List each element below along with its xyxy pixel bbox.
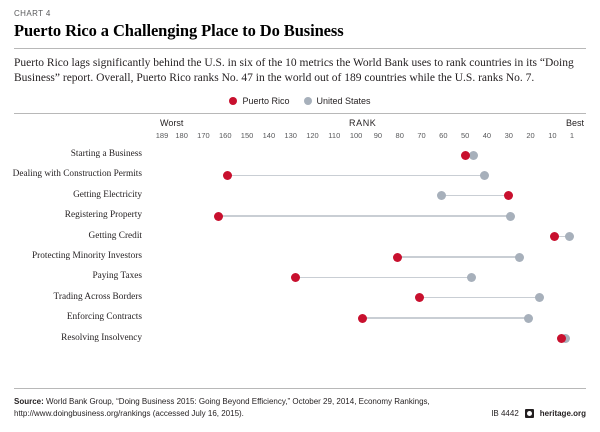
data-point-puerto-rico xyxy=(461,151,470,160)
x-axis-tick: 180 xyxy=(175,131,188,140)
chart-row xyxy=(14,145,586,165)
data-point-united-states xyxy=(467,273,476,282)
row-label: Resolving Insolvency xyxy=(61,332,142,343)
row-connector-line xyxy=(295,277,472,279)
x-axis-tick: 140 xyxy=(262,131,276,140)
row-connector-line xyxy=(419,297,539,299)
data-point-puerto-rico xyxy=(393,253,402,262)
legend-dot-icon-puerto-rico xyxy=(229,97,237,105)
legend-item-united-states xyxy=(304,96,371,106)
data-point-puerto-rico xyxy=(291,273,300,282)
report-id: IB 4442 xyxy=(491,409,519,418)
chart-row xyxy=(14,227,586,247)
row-label: Getting Electricity xyxy=(73,189,142,200)
x-axis-tick: 150 xyxy=(240,131,254,140)
data-point-puerto-rico xyxy=(550,232,559,241)
chart-row xyxy=(14,206,586,226)
data-point-united-states xyxy=(506,212,515,221)
row-connector-line xyxy=(398,256,520,258)
x-axis-tick: 120 xyxy=(306,131,319,140)
chart-row xyxy=(14,308,586,328)
x-axis-tick: 90 xyxy=(373,131,383,140)
x-axis-tick: 130 xyxy=(284,131,297,140)
row-label: Protecting Minority Investors xyxy=(31,251,142,261)
data-point-united-states xyxy=(480,171,489,180)
x-axis-tick: 160 xyxy=(218,131,232,140)
x-axis-tick: 1 xyxy=(569,131,575,140)
chart-row xyxy=(14,329,586,349)
row-label: Dealing with Construction Permits xyxy=(12,169,142,180)
x-axis-tick: 170 xyxy=(197,131,210,140)
axis-annotations xyxy=(14,118,586,130)
axis-label-rank: RANK xyxy=(349,118,377,128)
data-point-united-states xyxy=(565,232,574,241)
chart-row xyxy=(14,267,586,287)
row-connector-line xyxy=(227,175,484,177)
footer-branding xyxy=(491,409,586,418)
data-point-united-states xyxy=(535,293,544,302)
data-point-united-states xyxy=(469,151,478,160)
organization-name: heritage.org xyxy=(539,409,586,418)
x-axis-tick: 10 xyxy=(548,131,557,140)
legend-item-puerto-rico xyxy=(229,96,289,106)
row-connector-line xyxy=(363,317,529,319)
axis-label-worst: Worst xyxy=(160,118,184,128)
data-point-puerto-rico xyxy=(214,212,223,221)
row-label: Registering Property xyxy=(64,210,142,221)
chart-legend xyxy=(14,96,586,106)
x-axis-tick: 189 xyxy=(155,131,169,140)
heritage-logo-icon xyxy=(525,409,534,418)
x-axis-tick: 50 xyxy=(460,131,470,140)
data-point-united-states xyxy=(515,253,524,262)
data-point-puerto-rico xyxy=(223,171,232,180)
source-text: World Bank Group, “Doing Business 2015: Going Beyond Efficiency,” October 29, 2014, Economy Rankings, http://www.doingbusiness.org/rankings (accessed July 16, 2015). xyxy=(14,397,430,418)
chart-subtitle: Puerto Rico lags significantly behind the U.S. in six of the 10 metrics the World Bank uses to rank countries in its “Doing Business” report. Overall, Puerto Rico ranks No. 47 in the world out of 189 countries while the U.S. ranks No. 7. xyxy=(14,57,574,84)
row-connector-line xyxy=(219,215,511,217)
row-label: Enforcing Contracts xyxy=(66,312,142,323)
x-axis-tick: 20 xyxy=(526,131,535,140)
row-label: Getting Credit xyxy=(88,230,142,241)
row-connector-line xyxy=(441,195,509,197)
divider-top xyxy=(14,48,586,49)
x-axis-tick: 40 xyxy=(482,131,492,140)
data-point-puerto-rico xyxy=(415,293,424,302)
row-label: Paying Taxes xyxy=(92,271,142,282)
chart-row xyxy=(14,288,586,308)
data-point-puerto-rico xyxy=(557,334,566,343)
data-point-united-states xyxy=(437,191,446,200)
x-axis-tick: 80 xyxy=(395,131,404,140)
x-axis-tick: 100 xyxy=(349,131,363,140)
source-note xyxy=(14,396,434,419)
legend-dot-icon-united-states xyxy=(304,97,312,105)
x-axis-tick: 60 xyxy=(439,131,448,140)
chart-row xyxy=(14,186,586,206)
x-axis-ticks xyxy=(14,131,586,143)
row-label: Starting a Business xyxy=(70,149,142,159)
source-label: Source: xyxy=(14,397,44,406)
x-axis-tick: 30 xyxy=(504,131,513,140)
page-title: Puerto Rico a Challenging Place to Do Business xyxy=(14,21,344,40)
x-axis-tick: 110 xyxy=(328,131,341,140)
plot-area xyxy=(14,114,586,352)
data-point-puerto-rico xyxy=(504,191,513,200)
axis-label-best: Best xyxy=(565,118,584,128)
x-axis-tick: 70 xyxy=(417,131,426,140)
divider-bottom xyxy=(14,388,586,389)
legend-label-united-states: United States xyxy=(316,96,371,106)
chart-row xyxy=(14,165,586,185)
chart-rows xyxy=(14,145,586,352)
legend-label-puerto-rico: Puerto Rico xyxy=(242,96,290,106)
chart-row xyxy=(14,247,586,267)
data-point-puerto-rico xyxy=(358,314,367,323)
data-point-united-states xyxy=(524,314,533,323)
row-label: Trading Across Borders xyxy=(53,291,142,302)
chart-number: CHART 4 xyxy=(14,9,51,18)
